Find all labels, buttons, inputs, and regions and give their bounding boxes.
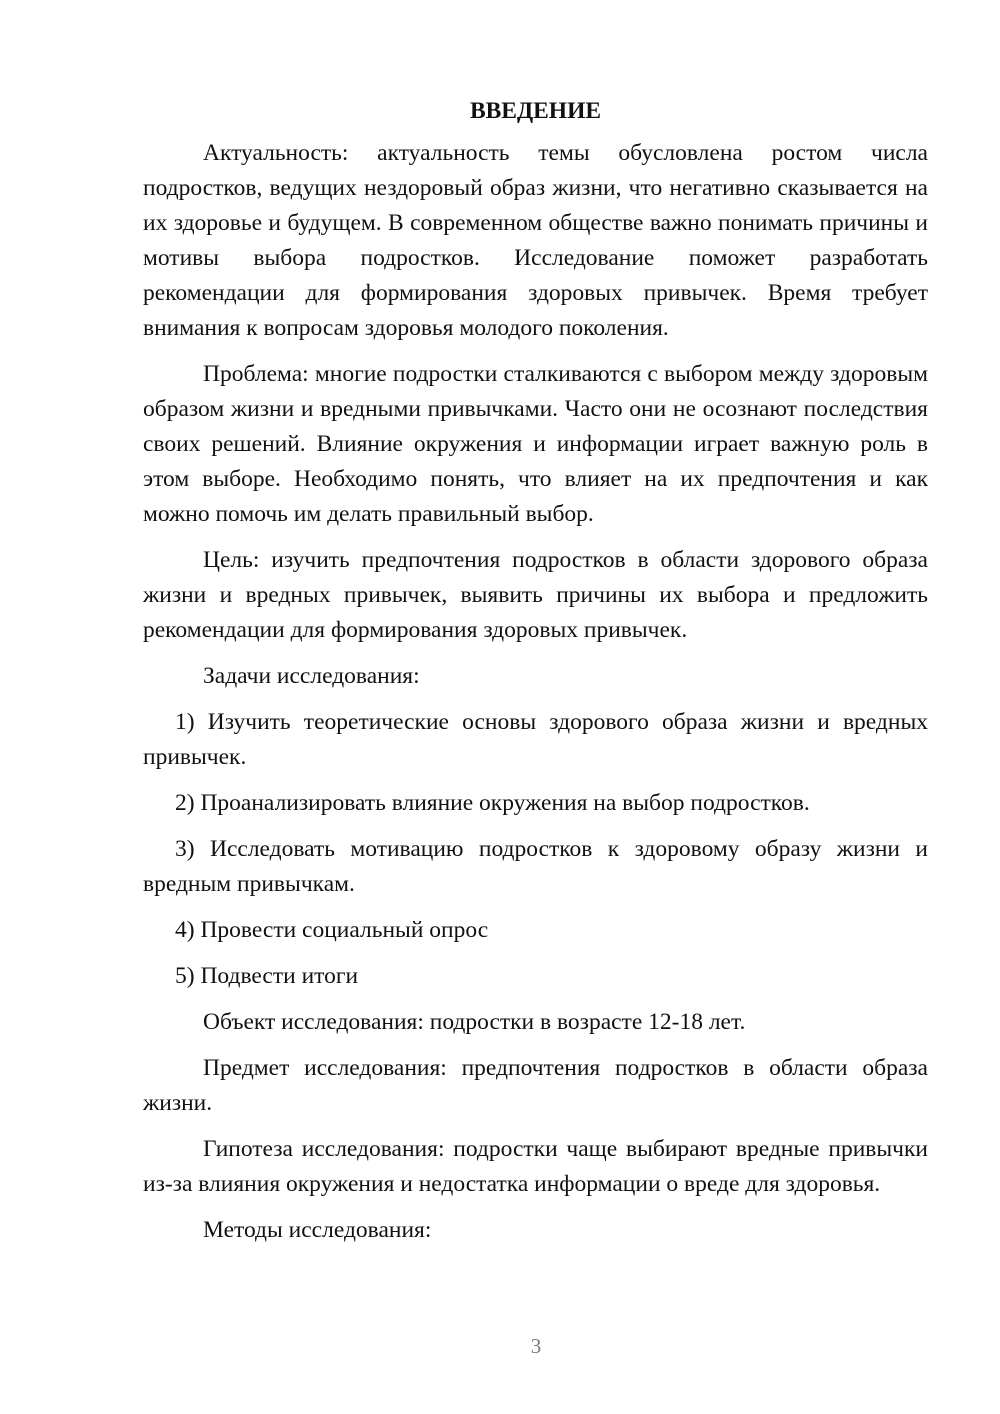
hypothesis-paragraph: Гипотеза исследования: подростки чаще выбирают вредные привычки из-за влияния окружения и недостатка информации о вреде для здоровья.	[143, 1136, 928, 1197]
methods-heading: Методы исследования:	[203, 1217, 432, 1243]
task-item-2: 2) Проанализировать влияние окружения на выбор подростков.	[175, 790, 810, 816]
page-title: ВВЕДЕНИЕ	[469, 98, 602, 124]
relevance-paragraph: Актуальность: актуальность темы обусловлена ростом числа подростков, ведущих нездоровый образ жизни, что негативно сказывается на их здоровье и будущем. В современном обществе важно понимать причины и мотивы выбора подростков. Исследование поможет разработать рекомендации для формирования здоровых привычек. Время требует внимания к вопросам здоровья молодого поколения.	[143, 140, 928, 341]
page-content	[143, 96, 928, 1259]
task-item-5: 5) Подвести итоги	[175, 963, 359, 989]
object-paragraph: Объект исследования: подростки в возрасте 12-18 лет.	[203, 1009, 746, 1035]
goal-paragraph: Цель: изучить предпочтения подростков в области здорового образа жизни и вредных привычек, выявить причины их выбора и предложить рекомендации для формирования здоровых привычек.	[143, 547, 928, 643]
task-item-1: 1) Изучить теоретические основы здорового образа жизни и вредных привычек.	[143, 709, 928, 770]
problem-paragraph: Проблема: многие подростки сталкиваются с выбором между здоровым образом жизни и вредными привычками. Часто они не осознают последствия своих решений. Влияние окружения и информации играет важную роль в этом выборе. Необходимо понять, что влияет на их предпочтения и как можно помочь им делать правильный выбор.	[143, 361, 928, 527]
subject-paragraph: Предмет исследования: предпочтения подростков в области образа жизни.	[143, 1055, 928, 1116]
task-item-4: 4) Провести социальный опрос	[175, 917, 489, 943]
page-number: 3	[530, 1334, 542, 1358]
tasks-heading: Задачи исследования:	[203, 663, 420, 689]
task-item-3: 3) Исследовать мотивацию подростков к здоровому образу жизни и вредным привычкам.	[143, 836, 928, 897]
